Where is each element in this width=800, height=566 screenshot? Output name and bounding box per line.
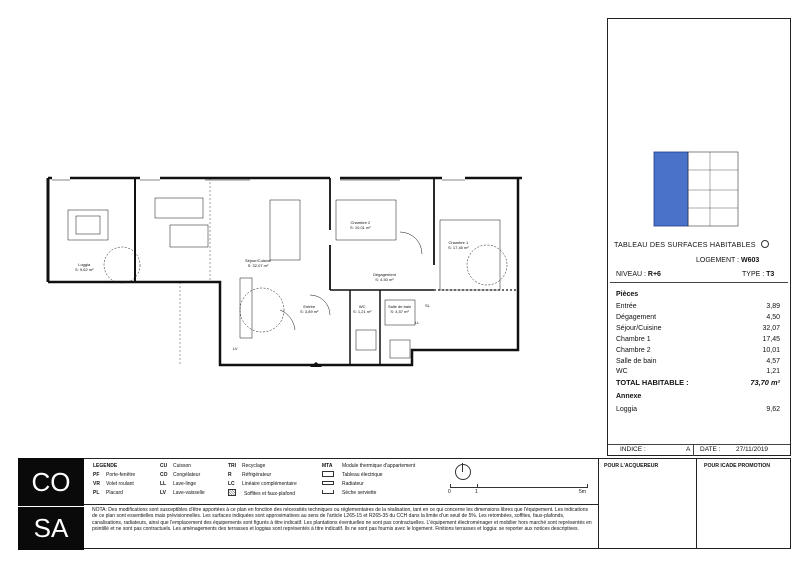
room-loggia [75, 262, 93, 272]
legend-code: LV [160, 490, 167, 496]
fixture-lv: LV [233, 346, 238, 351]
nota-text: NOTA: Des modifications sont susceptibles d'être apportées à ce plan en fonction des nécessités techniques ou réglementaires de la réalisation, tant en ce qui concerne les dimensions libres que l'équipement. Les indications de ce plan sont essentielles mais prévisionnelles. Les surfaces indiquées sont approximatives au sens de l'article L265-15 et R265-35 du CCH dans la limite d'un seuil de 5%. Les retombées, soffites, faux-plafonds, canalisations, radiateurs, ainsi que l'emplacement des équipements sont figurés à titre indicatif. Les plantations éventuelles ne sont pas contractuelles. L'équipement électroménager et mobilier hors marché sont représentés en pointillé et ne sont pas contractuels. Les aménagements des terrasses et loggias sont représentés à titre indicatif. Ils ne sont pas fournis avec le logement. Finitions terrasses et loggia: se reporter aux notices descriptives. [92, 507, 592, 533]
radiator-icon [322, 481, 334, 485]
compass-icon [455, 464, 471, 480]
towel-dryer-icon [322, 490, 334, 494]
scale-end: 5m [579, 489, 586, 495]
legend-item [93, 471, 135, 480]
legend-col-4 [322, 462, 415, 498]
divider [696, 458, 697, 549]
key-plan-drawing [650, 150, 742, 230]
divider [84, 504, 598, 505]
legend-item [160, 471, 205, 480]
annexe-name: Loggia [616, 406, 638, 413]
annexe-title: Annexe [616, 393, 642, 400]
legend-label: Lave-vaisselle [173, 490, 205, 496]
divider [610, 282, 788, 283]
room-degagement [373, 272, 396, 282]
piece-value: 4,57 [766, 358, 780, 365]
date-value: 27/11/2019 [736, 446, 769, 453]
date-label: DATE : [700, 446, 721, 453]
hatch-icon [228, 489, 236, 496]
total-row [616, 378, 782, 387]
electric-panel-icon [322, 471, 334, 477]
piece-value: 10,01 [762, 347, 780, 354]
room-area: S: 4,57 m² [390, 309, 409, 314]
legend-title [93, 462, 117, 471]
logo-top: CO [18, 458, 84, 506]
surface-panel [607, 18, 791, 456]
divider [608, 444, 790, 445]
piece-row [616, 367, 782, 376]
legend-title-text: LEGENDE [93, 463, 118, 469]
scale-mid: 1 [475, 489, 478, 495]
legend-col-3 [228, 462, 297, 499]
legend-item [228, 462, 297, 471]
fixture-ll: LL [415, 320, 420, 325]
legend-item [322, 480, 415, 489]
logo-bottom: SA [18, 506, 84, 550]
type-label: TYPE : [742, 271, 765, 278]
legend-item [160, 489, 205, 498]
total-value: 73,70 m² [750, 378, 780, 387]
piece-value: 32,07 [762, 325, 780, 332]
legend-code: LC [228, 481, 235, 487]
north-icon [761, 240, 769, 248]
piece-name: Salle de bain [616, 358, 657, 365]
legend-col-1 [93, 471, 135, 498]
signature-acquereur: POUR L'ACQUEREUR [604, 463, 659, 469]
piece-name: Chambre 1 [616, 336, 651, 343]
piece-value: 4,50 [766, 314, 780, 321]
piece-value: 1,21 [766, 368, 780, 375]
piece-name: Dégagement [616, 314, 657, 321]
legend-label: Recyclage [242, 463, 266, 469]
legend-code: MTA [322, 463, 333, 469]
room-chambre2 [350, 220, 371, 230]
piece-row [616, 313, 782, 322]
logement-value: W603 [741, 257, 760, 264]
room-name: Salle de bain [388, 304, 412, 309]
niveau [616, 271, 661, 278]
legend-code: LL [160, 481, 167, 487]
legend-label: Tableau électrique [342, 472, 383, 478]
legend-item [228, 489, 297, 499]
logement [696, 257, 759, 264]
legend-item [93, 480, 135, 489]
indice-label: INDICE : [620, 446, 646, 453]
legend-item [160, 480, 205, 489]
piece-row [616, 324, 782, 333]
divider [693, 444, 694, 456]
legend-code: CU [160, 463, 168, 469]
legend-item [322, 489, 415, 498]
legend-label: Congélateur [173, 472, 201, 478]
legend-label: Volet roulant [106, 481, 134, 487]
niveau-value: R+6 [647, 271, 661, 278]
annexe-row [616, 405, 782, 414]
piece-name: Séjour/Cuisine [616, 325, 662, 332]
room-area: S: 9,62 m² [75, 267, 94, 272]
room-name: WC [358, 304, 366, 309]
legend-code: PL [93, 490, 100, 496]
legend-label: Placard [106, 490, 123, 496]
room-area: S: 1,21 m² [353, 309, 372, 314]
room-name: Entrée [303, 304, 316, 309]
indice-value: A [686, 446, 691, 453]
fixture-sl: SL [425, 303, 430, 308]
type-value: T3 [766, 271, 775, 278]
room-name: Loggia [78, 262, 91, 267]
legend-label: Module thermique d'appartement [342, 463, 416, 469]
type [742, 271, 774, 278]
surface-table-title [614, 240, 769, 249]
legend-code: PF [93, 472, 100, 478]
signature-promotion: POUR ICADE PROMOTION [704, 463, 770, 469]
pieces-title: Pièces [616, 291, 639, 298]
piece-value: 17,45 [762, 336, 780, 343]
piece-row [616, 335, 782, 344]
room-area: S: 17,45 m² [448, 245, 469, 250]
room-name: Séjour/Cuisine [245, 258, 272, 263]
piece-value: 3,89 [766, 303, 780, 310]
piece-row [616, 346, 782, 355]
legend-code: CO [160, 472, 168, 478]
annexe-value: 9,62 [766, 406, 780, 413]
piece-name: WC [616, 368, 628, 375]
room-area: S: 4,50 m² [375, 277, 394, 282]
room-sdb [388, 304, 411, 314]
room-name: Dégagement [373, 272, 396, 277]
piece-row [616, 357, 782, 366]
key-plan [650, 150, 742, 230]
legend-item [322, 462, 415, 471]
legend-code: TRI [228, 463, 237, 469]
niveau-label: NIVEAU : [616, 271, 646, 278]
legend-label: Réfrigérateur [242, 472, 272, 478]
scale-bar [448, 484, 590, 498]
room-sejour [245, 258, 271, 268]
room-area: S: 3,89 m² [300, 309, 319, 314]
legend-label: Sèche serviette [342, 490, 377, 496]
room-area: S: 10,01 m² [350, 225, 371, 230]
piece-name: Entrée [616, 303, 637, 310]
divider [598, 458, 599, 549]
piece-row [616, 302, 782, 311]
scale-start: 0 [448, 489, 451, 495]
legend-label: Soffites et faux-plafond [244, 491, 296, 497]
room-chambre1 [448, 240, 469, 250]
legend-col-2 [160, 462, 205, 498]
legend-label: Linéaire complémentaire [242, 481, 297, 487]
legend-code: R [228, 472, 232, 478]
room-entree [300, 304, 318, 314]
legend-item [93, 489, 135, 498]
legend-label: Cuisson [173, 463, 192, 469]
legend-label: Lave-linge [173, 481, 197, 487]
room-name: Chambre 1 [448, 240, 469, 245]
room-area: S: 32,07 m² [247, 263, 269, 268]
surface-table-title-text: TABLEAU DES SURFACES HABITABLES [614, 240, 756, 249]
legend-code: VR [93, 481, 100, 487]
legend-item [160, 462, 205, 471]
room-wc [353, 304, 371, 314]
legend-label: Porte-fenêtre [106, 472, 136, 478]
room-name: Chambre 2 [350, 220, 371, 225]
piece-name: Chambre 2 [616, 347, 651, 354]
logement-label: LOGEMENT : [696, 257, 740, 264]
total-label: TOTAL HABITABLE : [616, 378, 689, 387]
legend-item [322, 471, 415, 480]
legend-item [228, 480, 297, 489]
floor-plan [40, 170, 530, 370]
floor-plan-drawing [40, 170, 530, 370]
legend-item [228, 471, 297, 480]
legend-label: Radiateur [342, 481, 364, 487]
